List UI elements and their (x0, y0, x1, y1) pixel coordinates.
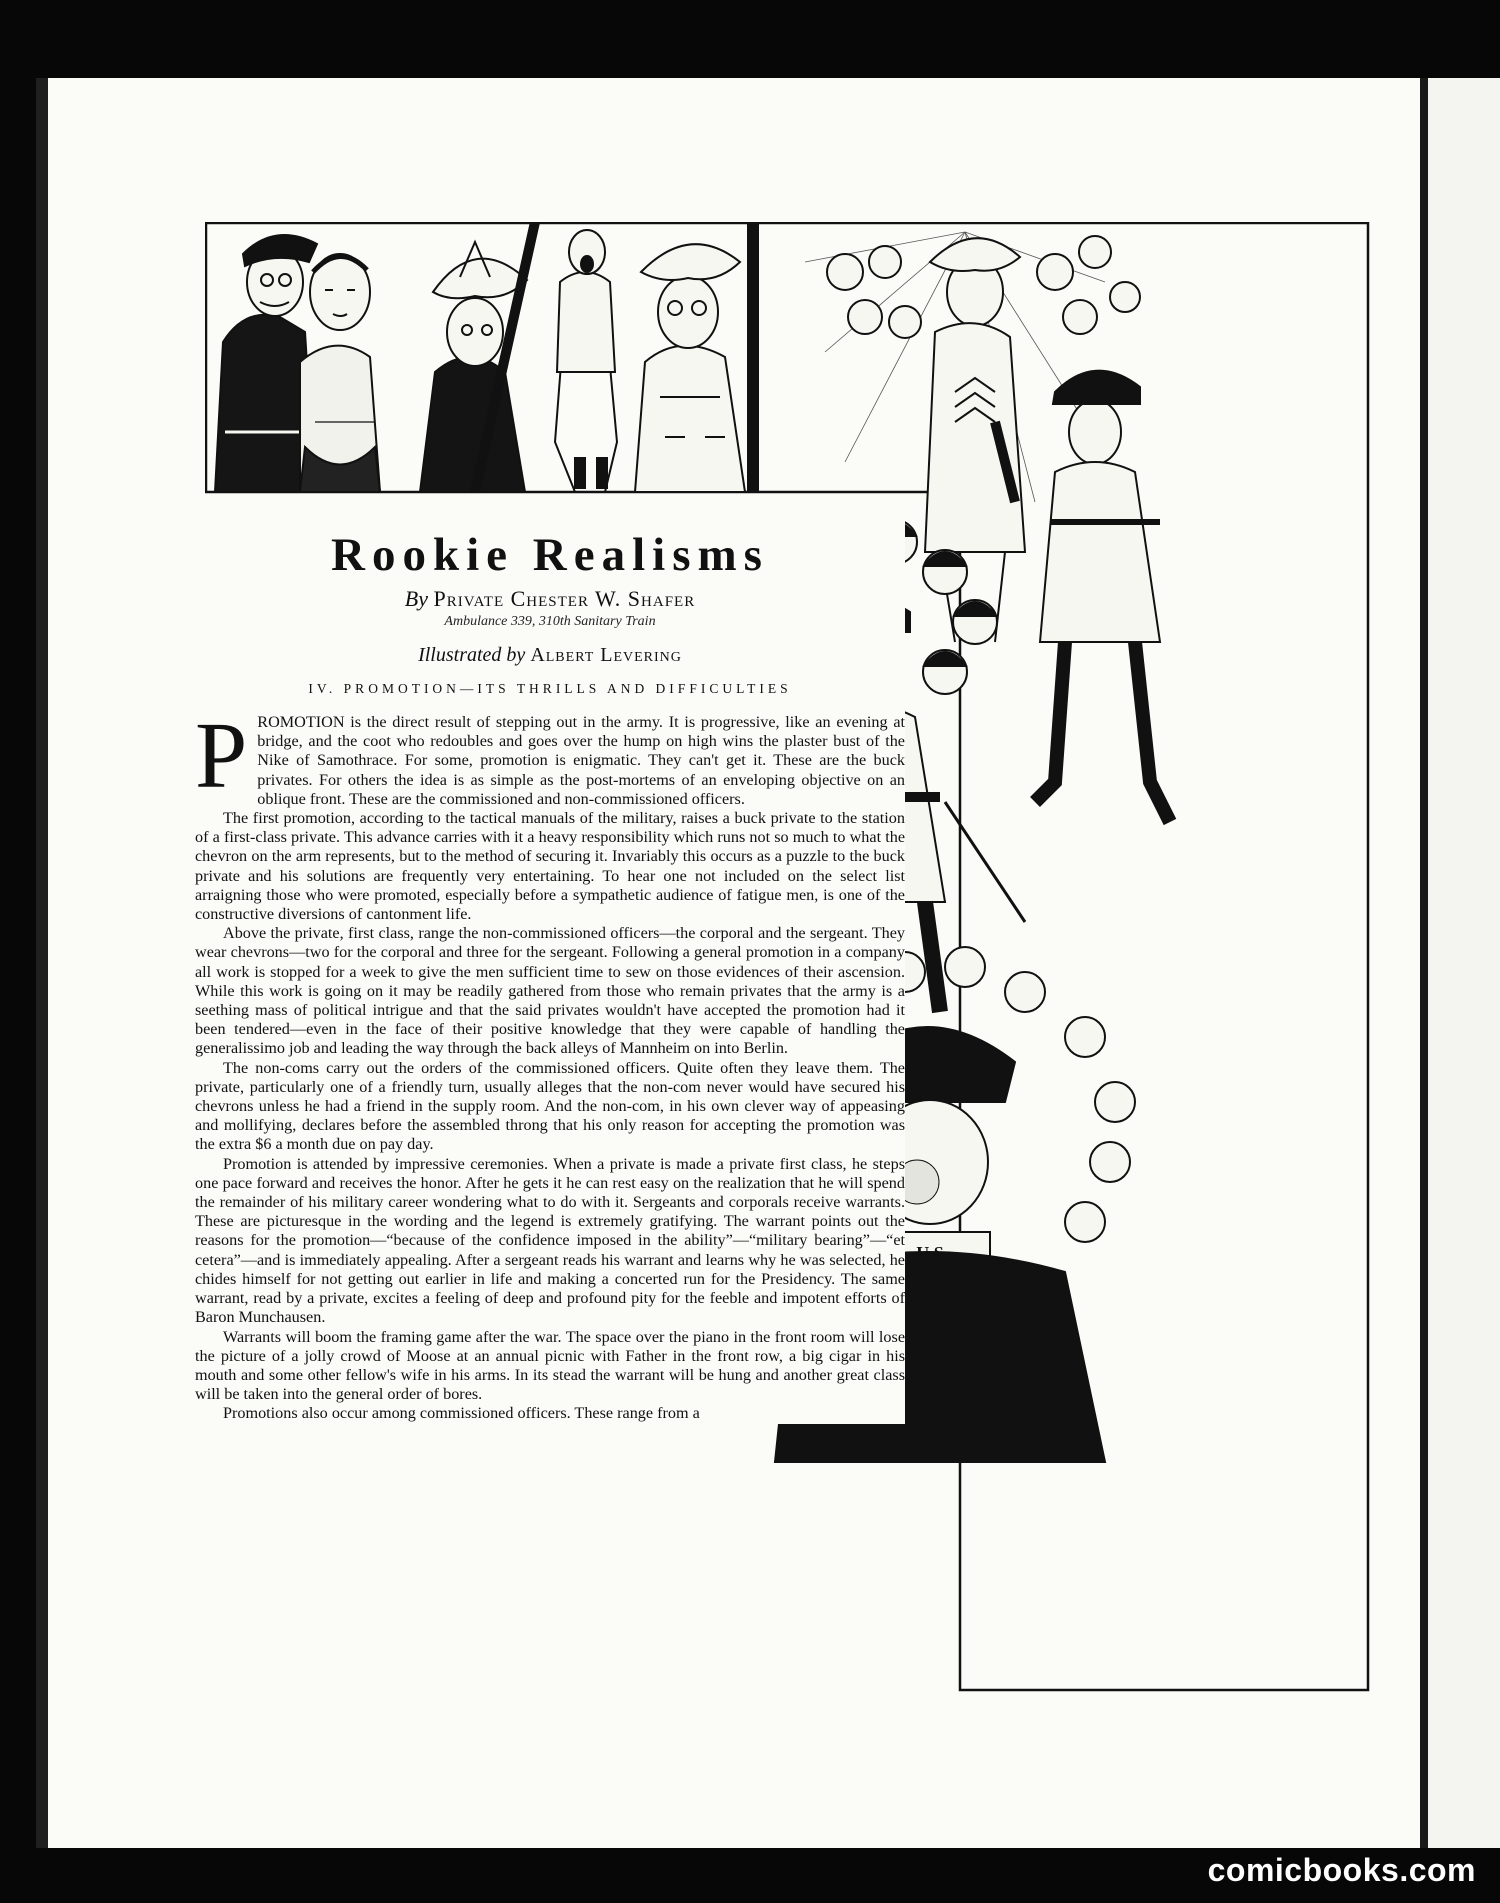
author-name: Private Chester W. Shafer (433, 586, 696, 611)
article-title: Rookie Realisms (331, 529, 769, 581)
article-body (195, 704, 905, 1424)
paragraph: The first promotion, according to the tactical manuals of the military, raises a buck private to the station of a first-class private. This advance carries with it a heavy responsibility which runs not so much to what the chevron on the arm represents, but to the method of securing it. Invariably this occurs as a puzzle to the buck private and his solutions are frequently very entertaining. To hear one not included on the select list arraigning those who were promoted, especially before a sympathetic audience of fatigue men, is one of the constructive diversions of cantonment life. (195, 809, 905, 924)
recruit-figure (300, 254, 380, 492)
paragraph: Above the private, first class, range the non-commissioned officers—the corporal and the sergeant. They wear chevrons—two for the corporal and three for the sergeant. Following a general promotion in a company all work is stopped for a week to give the men sufficient time to sew on those evidences of their ascension. While this work is going on it may be readily gathered from those who remain privates that the army is a seething mass of political intrigue and that the said privates wouldn't have accepted the promotion had it been tendered—even in the face of their positive knowledge that they were capable of handling the generalissimo job and leading the way through the back alleys of Mannheim on into Berlin. (195, 924, 905, 1058)
section-heading: IV. PROMOTION—ITS THRILLS AND DIFFICULTIES (308, 681, 792, 696)
paragraph-text: ROMOTION is the direct result of stepping out in the army. It is progressive, like an evening at bridge, and the coot who redoubles and goes over the hump on high wins the plaster bust of the Nike of Samothrace. For some, promotion is enigmatic. They can't get it. These are the buck privates. For others the idea is as simple as the post-mortems of an enveloping objective on an oblique front. These are the commissioned and non-commissioned officers. (257, 713, 905, 808)
paragraph: Warrants will boom the framing game after the war. The space over the piano in the front room will lose the picture of a jolly crowd of Moose at an annual picnic with Father in the front row, a big cigar in his mouth and some other fellow's wife in his arms. In its stead the warrant will be hung and another great class will be taken into the general order of bores. (195, 1327, 905, 1404)
collar-text: U S (916, 1243, 944, 1263)
paragraph: The non-coms carry out the orders of the commissioned officers. Quite often they leave them. The private, particularly one of a friendly turn, usually alleges that the non-com never would have secured his chevrons unless he had a friend in the supply room. And the non-com, in his own clever way of appeasing and mollifying, declares before the assembled throng that his only reason for accepting the promotion was the extra $6 a month due on pay day. (195, 1058, 905, 1154)
byline (195, 586, 905, 612)
site-watermark: comicbooks.com (1207, 1852, 1476, 1888)
drop-cap: P (195, 704, 248, 808)
top-strip-figures (215, 222, 753, 492)
paragraph (195, 704, 905, 809)
article (195, 494, 905, 1424)
illustrator-name: Albert Levering (530, 644, 682, 666)
left-page-edge (36, 78, 48, 1848)
paragraph: Promotion is attended by impressive ceremonies. When a private is made a private first class, he steps one pace forward and receives the honor. After he gets it he can rest easy on the realization that he will spend the remainder of his military career wondering what to do with it. Sergeants and corporals receive warrants. These are picturesque in the wording and the legend is extremely gratifying. The warrant points out the reasons for the promotion—“because of the confidence imposed in the ability”—“military bearing”—“et cetera”—and is immediately appealing. After a sergeant reads his warrant and learns why he was selected, he chides himself for not getting out earlier in life and making a concerted run for the Presidency. The same warrant, read by a private, excites a feeling of deep and profound pity for the feeble and impotent efforts of Baron Munchausen. (195, 1154, 905, 1327)
illustrator-credit (195, 644, 905, 667)
page-gutter (1420, 78, 1428, 1848)
facing-page-edge (1428, 78, 1500, 1848)
paragraph: Promotions also occur among commissioned officers. These range from a (223, 1404, 700, 1423)
illustrated-by-label: Illustrated by (418, 644, 526, 666)
byline-by: By (404, 586, 428, 611)
author-unit: Ambulance 339, 310th Sanitary Train (444, 614, 656, 629)
